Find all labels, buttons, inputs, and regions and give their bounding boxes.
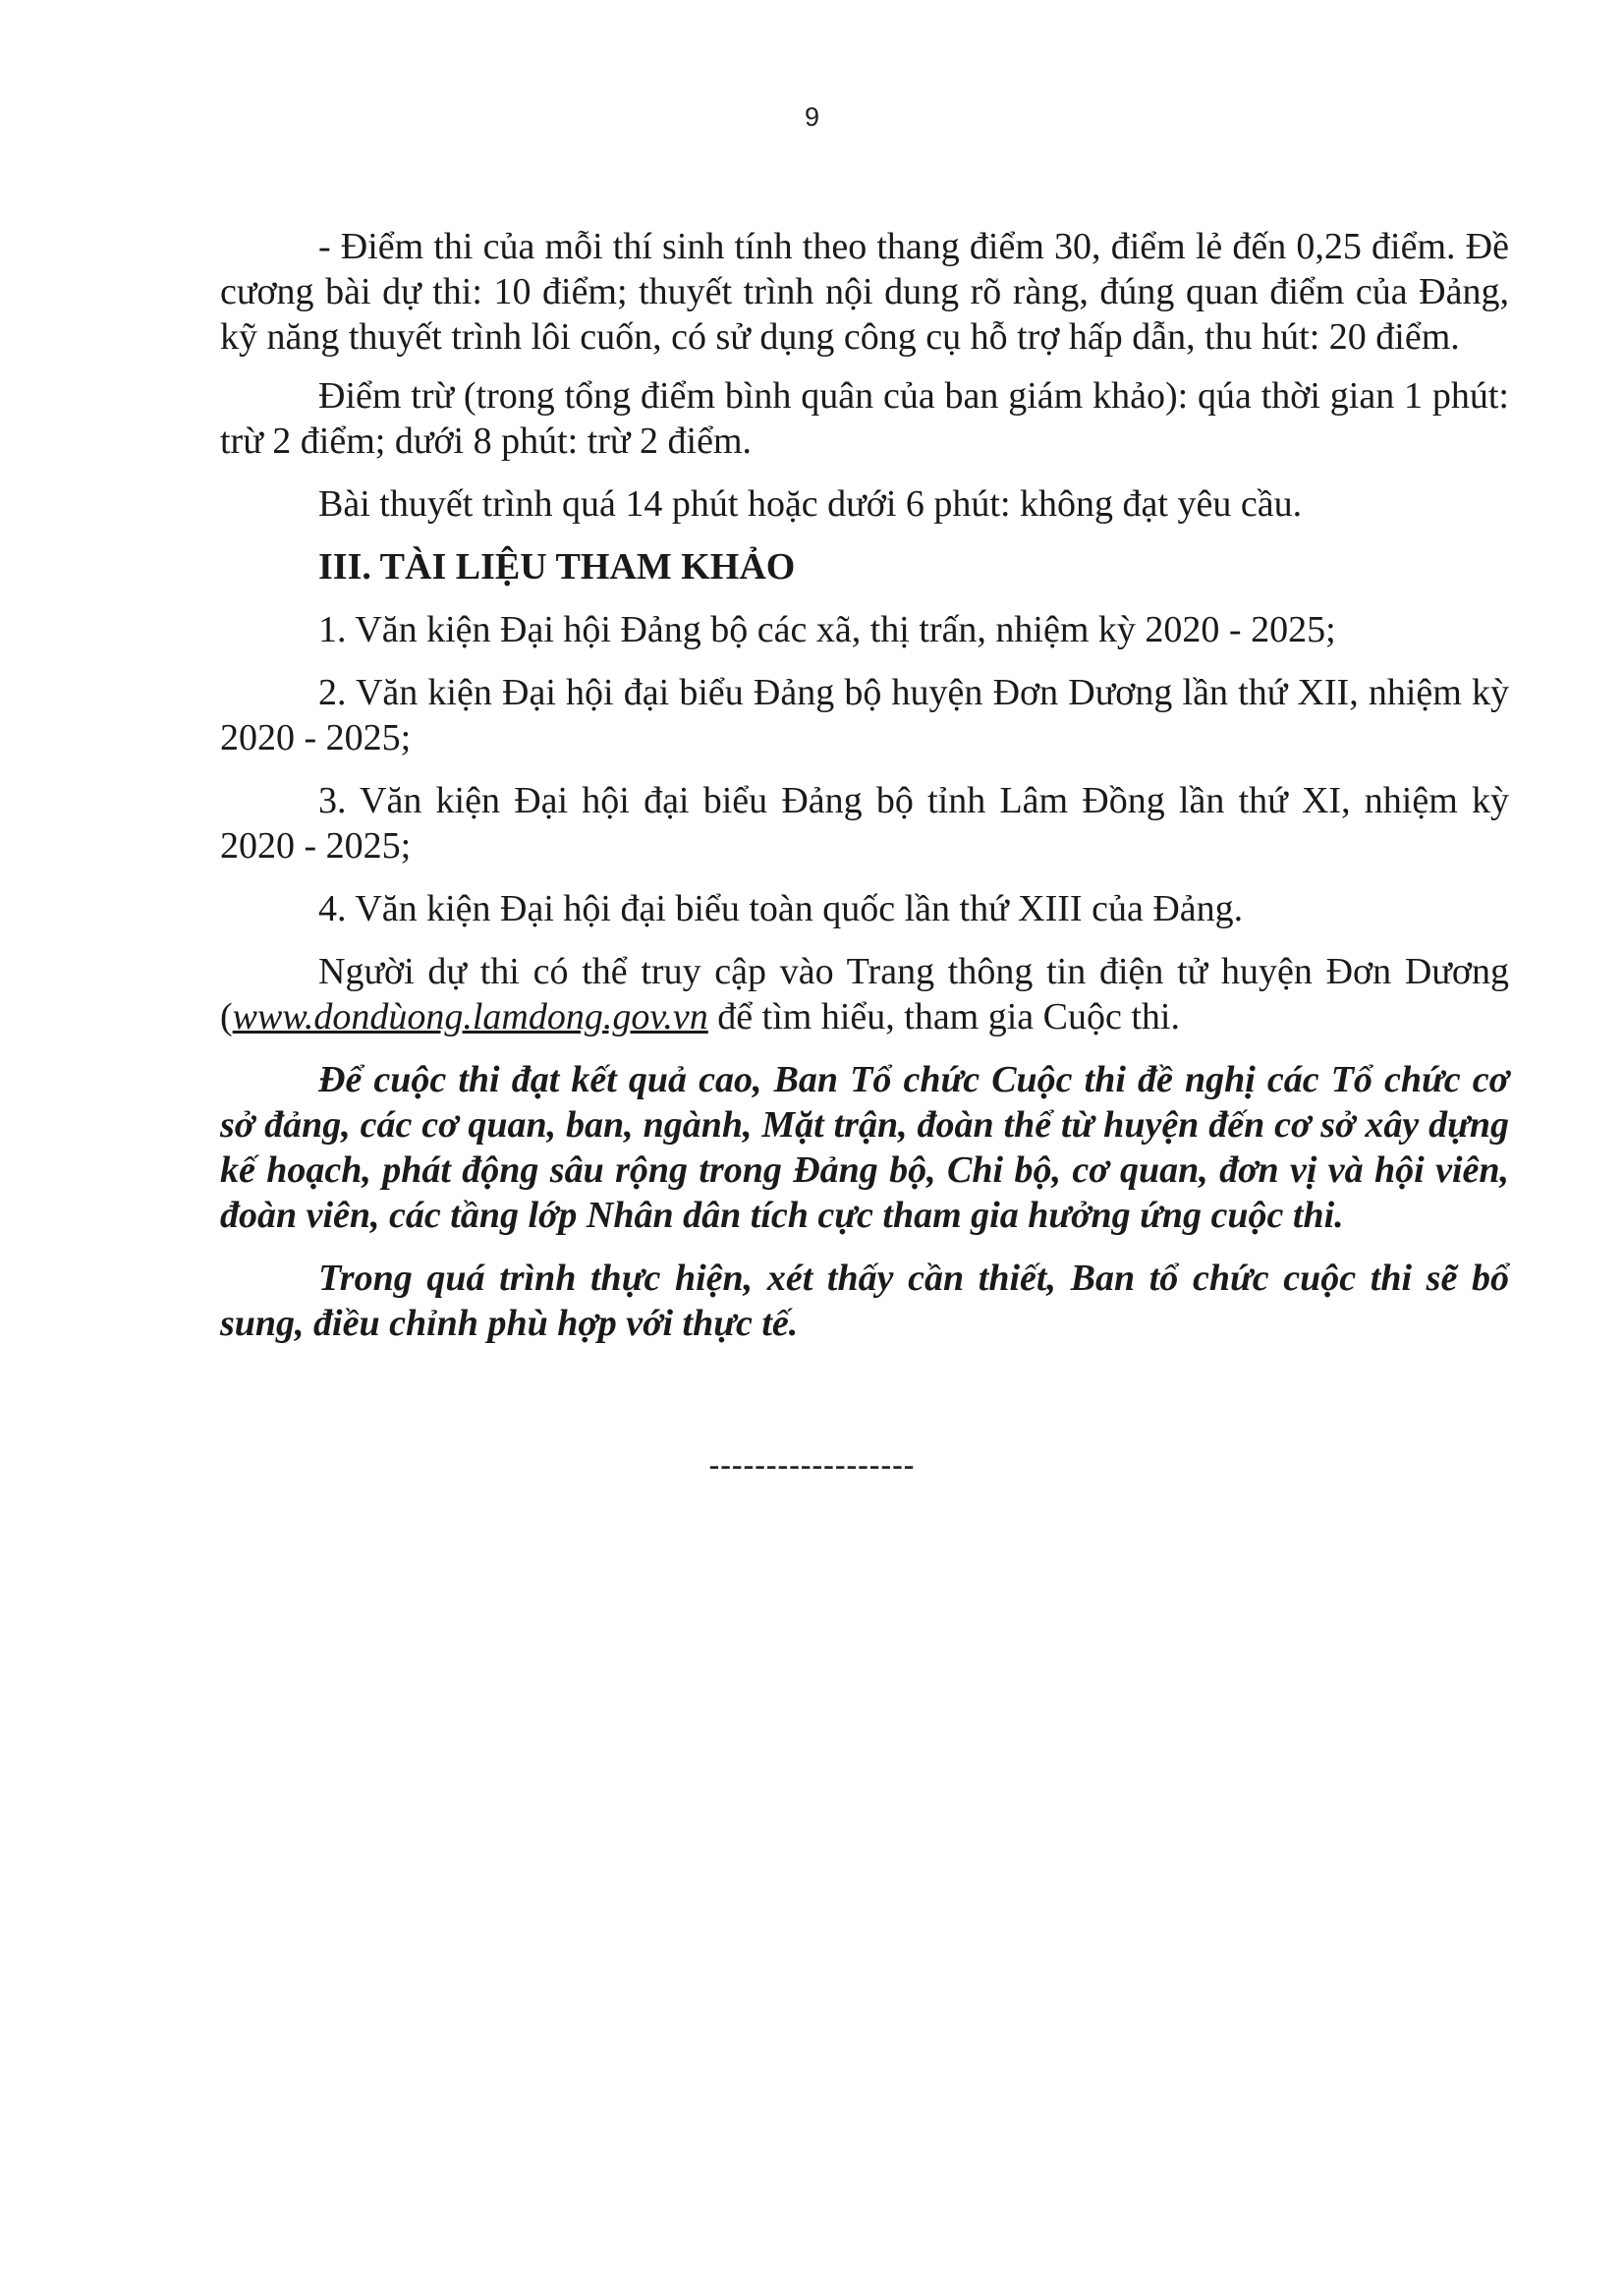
document-body xyxy=(220,224,1509,1364)
section-heading: III. TÀI LIỆU THAM KHẢO xyxy=(318,546,796,588)
reference-item: 1. Văn kiện Đại hội Đảng bộ các xã, thị trấn, nhiệm kỳ 2020 - 2025; xyxy=(318,609,1336,650)
reference-item: 4. Văn kiện Đại hội đại biểu toàn quốc lần thứ XIII của Đảng. xyxy=(318,888,1244,929)
access-text-after: để tìm hiểu, tham gia Cuộc thi. xyxy=(707,996,1180,1037)
access-paragraph xyxy=(220,949,1509,1039)
page-number: 9 xyxy=(804,102,820,132)
closing-appeal: Để cuộc thi đạt kết quả cao, Ban Tổ chức Cuộc thi đề nghị các Tổ chức cơ sở đảng, các cơ quan, ban, ngành, Mặt trận, đoàn thể từ huyện đến cơ sở xây dựng kế hoạch, phát động sâu rộng trong Đảng bộ, Chi bộ, cơ quan, đơn vị và hội viên, đoàn viên, các tầng lớp Nhân dân tích cực tham gia hưởng ứng cuộc thi. xyxy=(220,1059,1509,1236)
reference-item: 2. Văn kiện Đại hội đại biểu Đảng bộ huyện Đơn Dương lần thứ XII, nhiệm kỳ 2020 - 2025; xyxy=(220,672,1509,758)
closing-adjustment: Trong quá trình thực hiện, xét thấy cần thiết, Ban tổ chức cuộc thi sẽ bổ sung, điều chỉnh phù hợp với thực tế. xyxy=(220,1258,1509,1344)
end-divider: ------------------ xyxy=(708,1446,916,1482)
time-limit-paragraph: Bài thuyết trình quá 14 phút hoặc dưới 6 phút: không đạt yêu cầu. xyxy=(318,483,1303,525)
deduction-paragraph: Điểm trừ (trong tổng điểm bình quân của ban giám khảo): qúa thời gian 1 phút: trừ 2 điểm; dưới 8 phút: trừ 2 điểm. xyxy=(220,375,1509,462)
access-text-before: Người dự thi có thể truy cập vào Trang thông tin điện tử huyện Đơn Dương ( xyxy=(220,951,1509,1037)
website-link[interactable]: www.dondùong.lamdong.gov.vn xyxy=(232,996,708,1037)
reference-item: 3. Văn kiện Đại hội đại biểu Đảng bộ tỉnh Lâm Đồng lần thứ XI, nhiệm kỳ 2020 - 2025; xyxy=(220,780,1509,867)
scoring-paragraph: - Điểm thi của mỗi thí sinh tính theo thang điểm 30, điểm lẻ đến 0,25 điểm. Đề cương bài dự thi: 10 điểm; thuyết trình nội dung rõ ràng, đúng quan điểm của Đảng, kỹ năng thuyết trình lôi cuốn, có sử dụng công cụ hỗ trợ hấp dẫn, thu hút: 20 điểm. xyxy=(220,226,1509,358)
